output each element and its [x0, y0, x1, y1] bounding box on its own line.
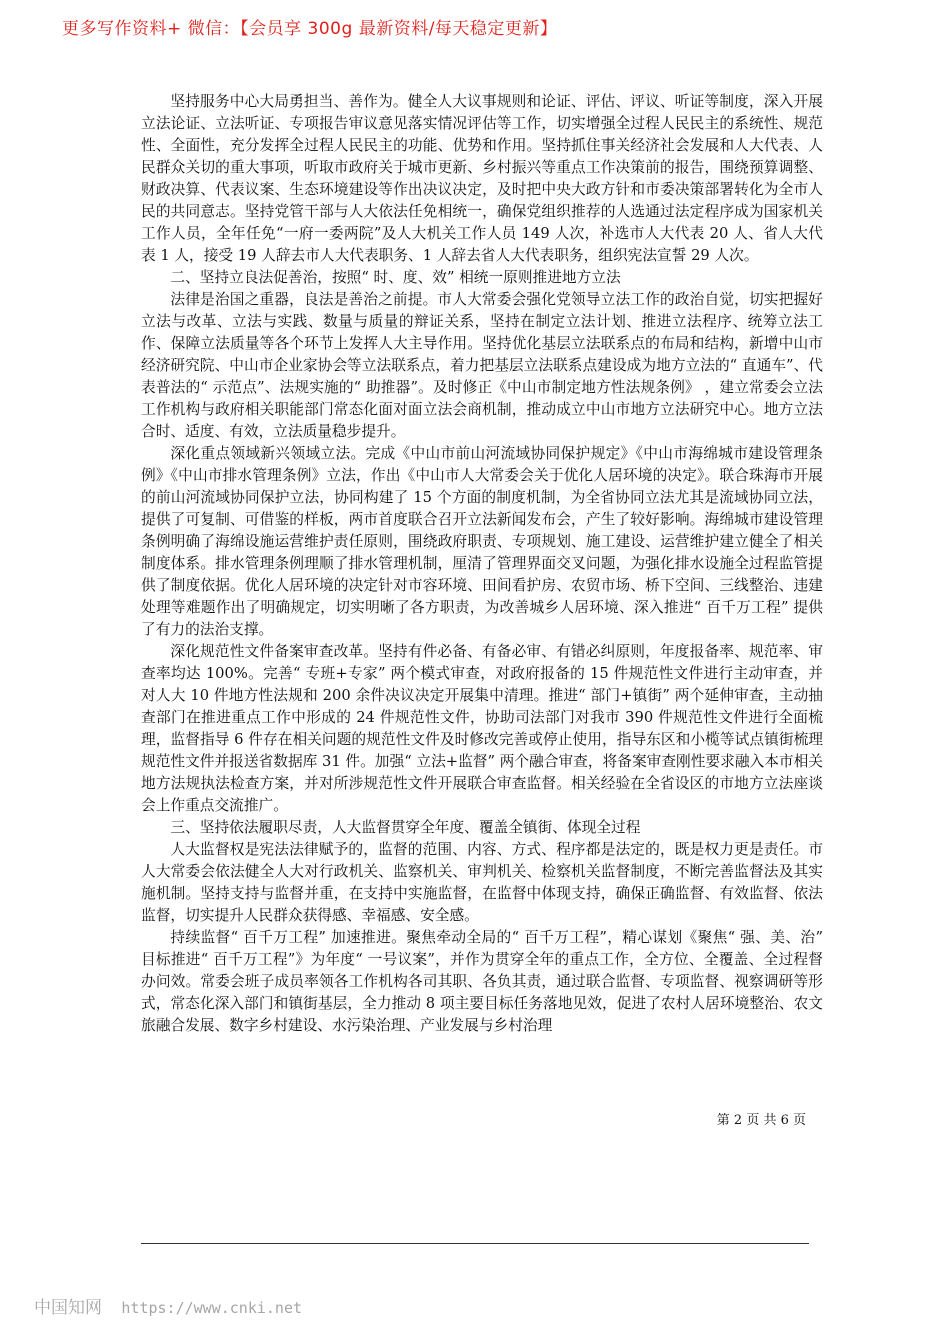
paragraph-baiqianwan: 持续监督“ 百千万工程” 加速推进。聚焦牵动全局的“ 百千万工程”，精心谋划《聚焦“ 强、美、治” 目标推进“ 百千万工程”》为年度“ 一号议案”，并作为贯穿全年的重点工作，全方位、全覆盖、全过程督办问效。常委会班子成员率领各工作机构各司其职、各负其责，通过联合监督、专项监督、视察调研等形式，常态化深入部门和镇街基层，全力推动 8 项主要目标任务落地见效，促进了农村人居环境整治、农文旅融合发展、数字乡村建设、水污染治理、产业发展与乡村治理: [141, 929, 823, 1034]
watermark-url: https://www.cnki.net: [121, 1299, 303, 1317]
paragraph-filing-review: 深化规范性文件备案审查改革。坚持有件必备、有备必审、有错必纠原则，年度报备率、规范率、审查率均达 100%。完善“ 专班+专家” 两个模式审查，对政府报备的 15 件规范性文件进行主动审查，并对人大 10 件地方性法规和 200 余件决议决定开展集中清理。推进“ 部门+镇街” 两个延伸审查，主动抽查部门在推进重点工作中形成的 24 件规范性文件，协助司法部门对我市 390 件规范性文件进行全面梳理，监督指导 6 件存在相关问题的规范性文件及时修改完善或停止使用，指导东区和小榄等试点镇街梳理规范性文件并报送省数据库 31 件。加强“ 立法+监督” 两个融合审查，将备案审查刚性要求融入本市相关地方法规执法检查方案，并对所涉规范性文件开展联合审查监督。相关经验在全省设区的市地方立法座谈会上作重点交流推广。: [141, 643, 823, 814]
paragraph-supervision-power: 人大监督权是宪法法律赋予的，监督的范围、内容、方式、程序都是法定的，既是权力更是责任。市人大常委会依法健全人大对行政机关、监察机关、审判机关、检察机关监督制度，不断完善监督法及其实施机制。坚持支持与监督并重，在支持中实施监督，在监督中体现支持，确保正确监督、有效监督、依法监督，切实提升人民群众获得感、幸福感、安全感。: [141, 841, 823, 924]
page-number: 第 2 页 共 6 页: [716, 1113, 806, 1128]
section-heading-2: 二、坚持立良法促善治，按照“ 时、度、效” 相统一原则推进地方立法: [170, 269, 621, 286]
header-banner: 更多写作资料+ 微信：【会员享 300g 最新资料/每天稳定更新】: [62, 19, 558, 39]
paragraph-service-center: 坚持服务中心大局勇担当、善作为。健全人大议事规则和论证、评估、评议、听证等制度，深入开展立法论证、立法听证、专项报告审议意见落实情况评估等工作，切实增强全过程人民民主的系统性、规范性、全面性，充分发挥全过程人民民主的功能、优势和作用。坚持抓住事关经济社会发展和人大代表、人民群众关切的重大事项，听取市政府关于城市更新、乡村振兴等重点工作决策前的报告，围绕预算调整、财政决算、代表议案、生态环境建设等作出决议决定，及时把中央大政方针和市委决策部署转化为全市人民的共同意志。坚持党管干部与人大依法任免相统一，确保党组织推荐的人选通过法定程序成为国家机关工作人员，全年任免“一府一委两院”及人大机关工作人员 149 人次，补选市人大代表 20 人、省人大代表 1 人，接受 19 人辞去市人大代表职务、1 人辞去省人大代表职务，组织宪法宣誓 29 人次。: [141, 93, 823, 264]
cnki-watermark: [34, 1293, 302, 1318]
paragraph-key-legislation: 深化重点领域新兴领域立法。完成《中山市前山河流域协同保护规定》《中山市海绵城市建设管理条例》《中山市排水管理条例》立法，作出《中山市人大常委会关于优化人居环境的决定》。联合珠海市开展的前山河流域协同保护立法，协同构建了 15 个方面的制度机制，为全省协同立法尤其是流域协同立法，提供了可复制、可借鉴的样板，两市首度联合召开立法新闻发布会，产生了较好影响。海绵城市建设管理条例明确了海绵设施运营维护责任原则，围绕政府职责、专项规划、施工建设、运营维护建立健全了相关制度体系。排水管理条例理顺了排水管理机制，厘清了管理界面交叉问题，为强化排水设施全过程监管提供了制度依据。优化人居环境的决定针对市容环境、田间看护房、农贸市场、桥下空间、三线整治、违建处理等难题作出了明确规定，切实明晰了各方职责，为改善城乡人居环境、深入推进“ 百千万工程” 提供了有力的法治支撑。: [141, 445, 823, 638]
footer-divider: [141, 1243, 809, 1244]
watermark-site-name: 中国知网: [34, 1298, 102, 1318]
document-body: [141, 91, 823, 1037]
paragraph-law-intro: 法律是治国之重器，良法是善治之前提。市人大常委会强化党领导立法工作的政治自觉，切实把握好立法与改革、立法与实践、数量与质量的辩证关系，坚持在制定立法计划、推进立法程序、统筹立法工作、保障立法质量等各个环节上发挥人大主导作用。坚持优化基层立法联系点的布局和结构，新增中山市经济研究院、中山市企业家协会等立法联系点，着力把基层立法联系点建设成为地方立法的“ 直通车”、代表普法的“ 示范点”、法规实施的“ 助推器”。及时修正《中山市制定地方性法规条例》 ，建立常委会立法工作机构与政府相关职能部门常态化面对面立法会商机制，推动成立中山市地方立法研究中心。地方立法合时、适度、有效，立法质量稳步提升。: [141, 291, 823, 440]
section-heading-3: 三、坚持依法履职尽责，人大监督贯穿全年度、覆盖全镇街、体现全过程: [170, 819, 641, 836]
